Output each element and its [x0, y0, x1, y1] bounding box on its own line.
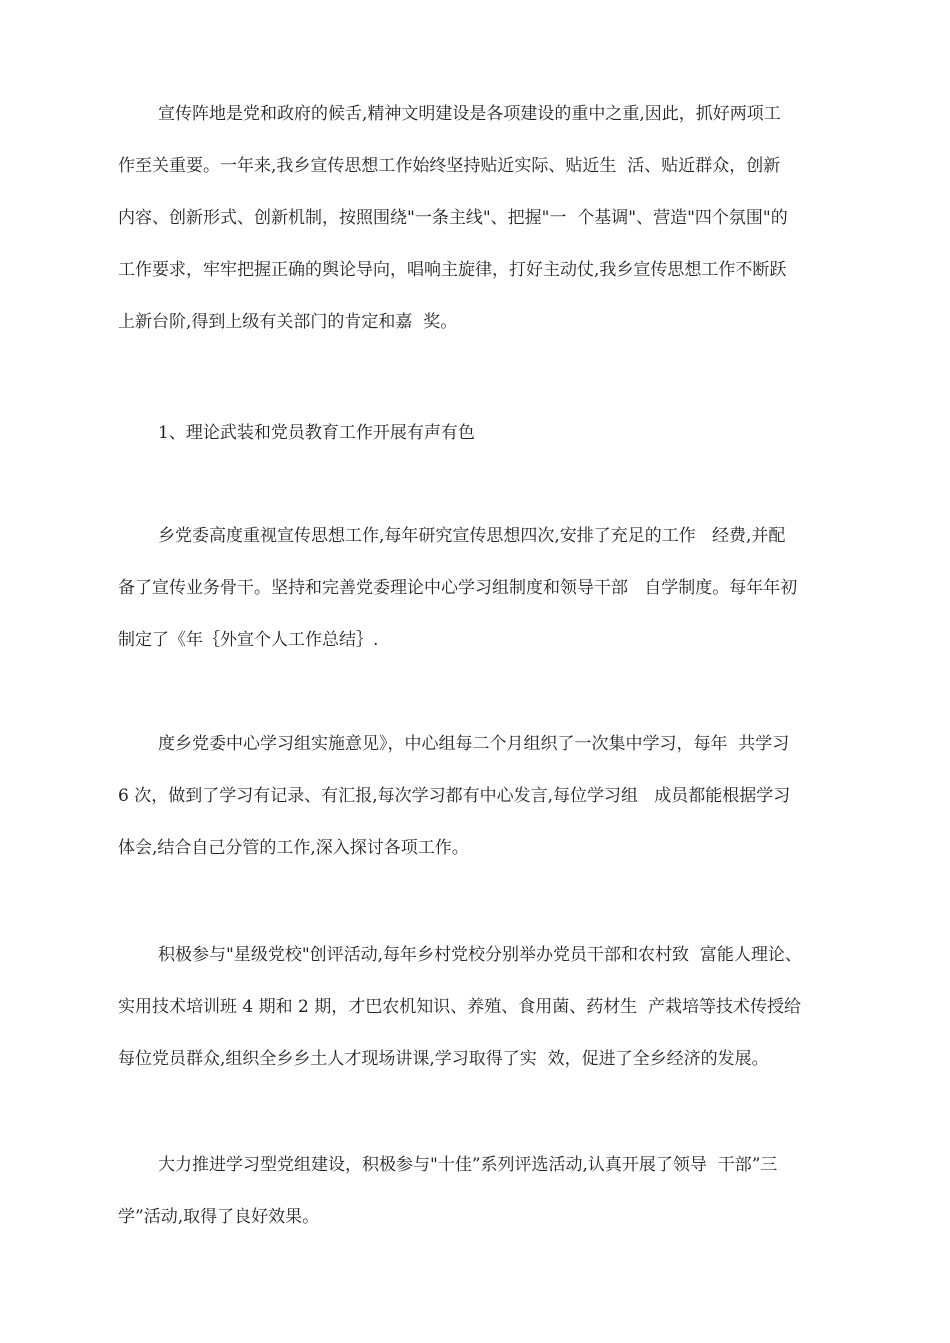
- paragraph-line: 制定了《年｛外宣个人工作总结｝.: [118, 630, 379, 650]
- paragraph-propaganda-intro: [118, 88, 834, 348]
- paragraph-line: 工作要求，牢牢把握正确的舆论导向，唱响主旋律，打好主动仗,我乡宣传思想工作不断跃: [118, 260, 787, 280]
- paragraph-line: 乡党委高度重视宣传思想工作,每年研究宣传思想四次,安排了充足的工作 经费,并配: [158, 526, 786, 546]
- paragraph-line: 积极参与"星级党校"创评活动,每年乡村党校分别举办党员干部和农村致 富能人理论、: [158, 945, 802, 965]
- paragraph-line: 作至关重要。一年来,我乡宣传思想工作始终坚持贴近实际、贴近生 活、贴近群众，创新: [118, 156, 781, 176]
- paragraph-line: 度乡党委中心学习组实施意见》，中心组每二个月组织了一次集中学习，每年 共学习: [158, 734, 790, 754]
- paragraph-line: 宣传阵地是党和政府的候舌,精神文明建设是各项建设的重中之重,因此，抓好两项工: [158, 104, 781, 124]
- paragraph-line: 每位党员群众,组织全乡乡土人才现场讲课,学习取得了实 效，促进了全乡经济的发展。: [118, 1049, 769, 1069]
- paragraph-line: 实用技术培训班 4 期和 2 期，才巴农机知识、养殖、食用菌、药材生 产栽培等技术传授给: [118, 997, 802, 1017]
- paragraph-learning-party: [118, 1139, 834, 1243]
- paragraph-line: 体会,结合自己分管的工作,深入探讨各项工作。: [118, 838, 469, 858]
- paragraph-line: 上新台阶,得到上级有关部门的肯定和嘉 奖。: [118, 312, 458, 332]
- paragraph-line: 学”活动,取得了良好效果。: [118, 1207, 320, 1227]
- paragraph-line: 备了宣传业务骨干。坚持和完善党委理论中心学习组制度和领导干部 自学制度。每年年初: [118, 578, 798, 598]
- paragraph-line: 大力推进学习型党组建设，积极参与"十佳”系列评选活动,认真开展了领导 干部”三: [158, 1155, 778, 1175]
- section-heading: [118, 407, 834, 459]
- paragraph-party-school: [118, 929, 834, 1085]
- paragraph-line: 6 次，做到了学习有记录、有汇报,每次学习都有中心发言,每位学习组 成员都能根据学习: [118, 786, 791, 806]
- paragraph-party-committee: [118, 510, 834, 666]
- paragraph-line: 内容、创新形式、创新机制，按照围绕"一条主线"、把握"一 个基调"、营造"四个氛围"的: [118, 208, 788, 228]
- section-heading-text: 1、理论武装和党员教育工作开展有声有色: [158, 423, 475, 443]
- paragraph-study-group: [118, 718, 834, 874]
